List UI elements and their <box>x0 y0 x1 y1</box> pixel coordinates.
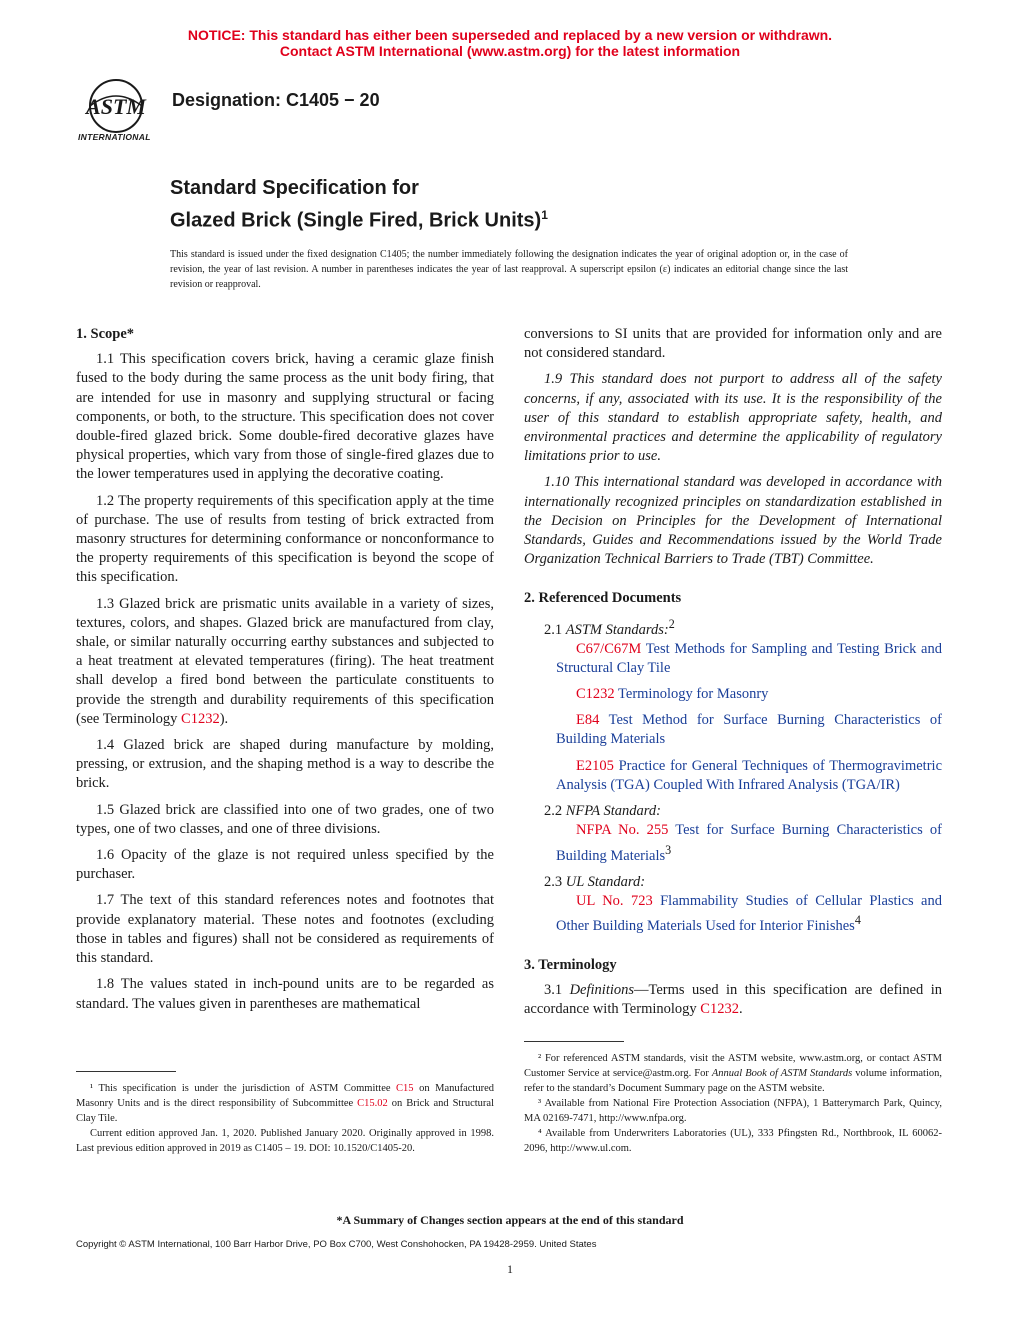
para-1-4: 1.4 Glazed brick are shaped during manufacture by molding, pressing, or extrusion, and the shaping method is a way to describe the brick. <box>76 737 494 792</box>
para-1-8-cont: conversions to SI units that are provided for information only and are not considered standard. <box>524 326 942 362</box>
footnote-3: ³ Available from National Fire Protection Association (NFPA), 1 Batterymarch Park, Quincy, MA 02169-7471, http://www.nfpa.org. <box>524 1098 942 1124</box>
document-title <box>170 175 548 235</box>
link-c15-02[interactable]: C15.02 <box>357 1098 388 1109</box>
section-2-heading: 2. Referenced Documents <box>524 590 682 607</box>
section-1-heading: 1. Scope* <box>76 326 134 342</box>
para-1-9: 1.9 This standard does not purport to address all of the safety concerns, if any, associated with its use. It is the responsibility of the user of this standard to establish appropriate safety, health, and environmental practices and determine the applicability of regulatory limitations prior to use. <box>524 371 942 465</box>
para-1-10: 1.10 This international standard was developed in accordance with internationally recognized principles on standardization established in the Decision on Principles for the Development of International Standards, Guides and Recommendations issued by the World Trade Organization Technical Barriers to Trade (TBT) Committee. <box>524 474 942 568</box>
ref-e2105[interactable]: E2105 Practice for General Techniques of Thermogravimetric Analysis (TGA) Coupled With Infrared Analysis (TGA/IR) <box>556 757 942 793</box>
ref-ul-723[interactable]: UL No. 723 Flammability Studies of Cellular Plastics and Other Building Materials Used for Interior Finishes$^4$ <box>556 892 942 934</box>
para-1-8: 1.8 The values stated in inch-pound units are to be regarded as standard. The values given in parentheses are mathematical <box>76 976 494 1012</box>
footnote-4: ⁴ Available from Underwriters Laboratories (UL), 333 Pfingsten Rd., Northbrook, IL 60062-2096, http://www.ul.com. <box>524 1128 942 1154</box>
left-column <box>76 325 494 1021</box>
para-2-1: 2.1 ASTM Standards:$^2$ <box>544 616 675 638</box>
notice-line-2: Contact ASTM International (www.astm.org) for the latest information <box>279 43 741 59</box>
title-line-1: Standard Specification for <box>170 177 419 199</box>
para-1-7: 1.7 The text of this standard references notes and footnotes that provide explanatory material. These notes and footnotes (excluding those in tables and figures) shall not be considered as requirements of this standard. <box>76 892 494 967</box>
section-3-heading: 3. Terminology <box>524 956 617 973</box>
designation: Designation: C1405 − 20 <box>172 90 380 110</box>
ref-c1232[interactable]: C1232 Terminology for Masonry <box>576 686 769 703</box>
link-c15[interactable]: C15 <box>396 1083 414 1094</box>
title-footnote-ref[interactable]: 1 <box>541 208 548 222</box>
link-c1232-terminology[interactable]: C1232 <box>700 1001 739 1018</box>
para-1-5: 1.5 Glazed brick are classified into one of two grades, one of two types, one of two classes, and one of three divisions. <box>76 801 494 837</box>
footnotes-left <box>76 1081 494 1156</box>
ref-e84[interactable]: E84 Test Method for Surface Burning Characteristics of Building Materials <box>556 712 942 748</box>
page-number: 1 <box>507 1262 513 1276</box>
para-1-2: 1.2 The property requirements of this specification apply at the time of purchase. The use of results from testing of brick extracted from masonry structures for determining conformance or nonconformance to the property requirements of this specification is beyond the scope of this specification. <box>76 492 494 586</box>
footnotes-right <box>524 1051 942 1156</box>
ref-c67[interactable]: C67/C67M Test Methods for Sampling and Testing Brick and Structural Clay Tile <box>556 640 942 676</box>
ref-nfpa-255[interactable]: NFPA No. 255 Test for Surface Burning Characteristics of Building Materials$^3$ <box>556 822 942 864</box>
para-1-1: 1.1 This specification covers brick, having a ceramic glaze finish fused to the body during the same process as the unit body firing, that are intended for use in masonry and supplying structural or facing components, or both, to the structure. This specification does not cover double-fired glazed brick. Some double-fired decorative glazes have physical properties, which vary from those of single-fired glazes due to the lower temperatures used in applying the decorative coating. <box>76 351 494 483</box>
copyright-line: Copyright © ASTM International, 100 Barr Harbor Drive, PO Box C700, West Conshohocken, PA 19428-2959. United States <box>76 1239 597 1250</box>
para-2-2: 2.2 NFPA Standard: <box>544 803 661 820</box>
para-2-3: 2.3 UL Standard: <box>544 873 646 890</box>
link-c1232[interactable]: C1232 <box>181 710 220 727</box>
footnote-rule-left <box>76 1071 176 1072</box>
footnote-1: ¹ This specification is under the jurisdiction of ASTM Committee C15 on Manufactured Masonry Units and is the direct responsibility of Subcommittee C15.02 on Brick and Structural Clay Tile. <box>76 1083 494 1124</box>
footnote-2: ² For referenced ASTM standards, visit the ASTM website, www.astm.org, or contact ASTM Customer Service at service@astm.org. For Annual Book of ASTM Standards volume information, refer to the standard’s Document Summary page on the ASTM website. <box>524 1053 942 1094</box>
logo-international: INTERNATIONAL <box>78 132 151 142</box>
right-column <box>524 325 942 1027</box>
footnote-rule-right <box>524 1041 624 1042</box>
logo-letters: ASTM <box>86 94 146 119</box>
title-line-2: Glazed Brick (Single Fired, Brick Units)$^1$ <box>170 208 548 232</box>
para-3-1: 3.1 Definitions—Terms used in this specification are defined in accordance with Terminology C1232. <box>524 982 943 1018</box>
notice-line-1: NOTICE: This standard has either been superseded and replaced by a new version or withdrawn. <box>187 27 833 43</box>
para-1-3: 1.3 Glazed brick are prismatic units available in a variety of sizes, textures, colors, and shapes. Glazed brick are manufactured from clay, shale, or similar naturally occurring earthy substances and subjected to a heat treatment at elevated temperatures (firing). The heat treatment shall develop a fired bond between the particulate constituents to provide the strength and durability requirements of this specification (see Terminology C1232). <box>76 595 494 727</box>
footnote-1-edition: Current edition approved Jan. 1, 2020. Published January 2020. Originally approved in 1998. Last previous edition approved in 2019 as C1405 – 19. DOI: 10.1520/C1405-20. <box>76 1128 494 1154</box>
summary-of-changes-note: *A Summary of Changes section appears at the end of this standard <box>336 1213 684 1227</box>
issued-note: This standard is issued under the fixed designation C1405; the number immediately following the designation indicates the year of original adoption or, in the case of revision, the year of last revision. A number in parentheses indicates the year of last reapproval. A superscript epsilon (ε) indicates an editorial change since the last revision or reapproval. <box>170 249 848 290</box>
para-1-6: 1.6 Opacity of the glaze is not required unless specified by the purchaser. <box>76 847 494 883</box>
